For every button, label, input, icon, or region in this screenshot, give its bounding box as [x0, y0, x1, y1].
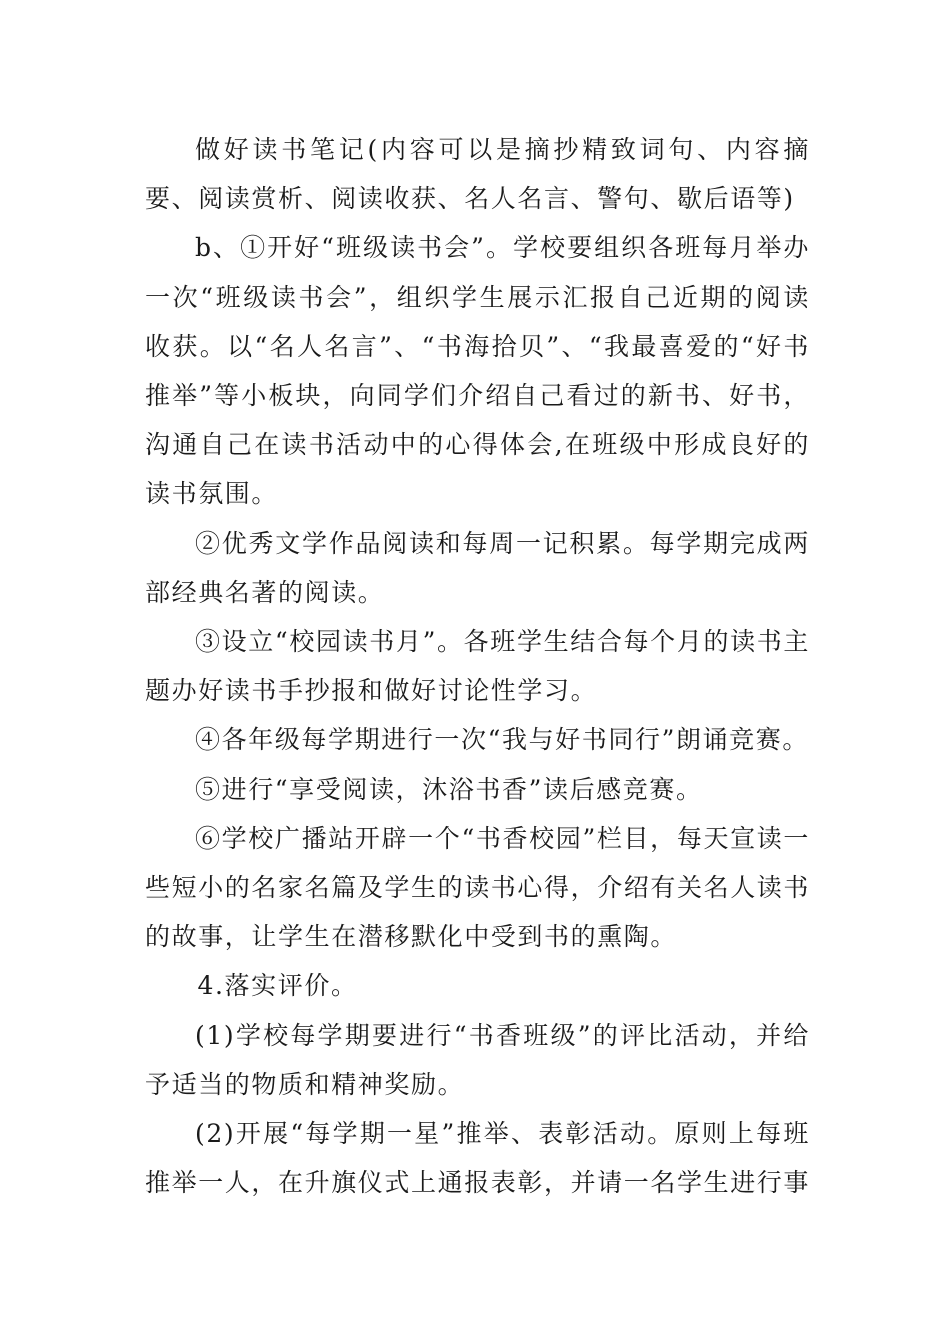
paragraph-star-recognition: (2)开展“每学期一星”推举、表彰活动。原则上每班推举一人，在升旗仪式上通报表彰，并请一名学生进行事: [145, 1119, 811, 1198]
paragraph-essay-contest: ⑤进行“享受阅读，沐浴书香”读后感竞赛。: [195, 774, 703, 804]
paragraph-class-evaluation: (1)学校每学期要进行“书香班级”的评比活动，并给予适当的物质和精神奖励。: [145, 1020, 810, 1099]
paragraph-class-reading-club: b、①开好“班级读书会”。学校要组织各班每月举办一次“班级读书会”，组织学生展示汇报自己近期的阅读收获。以“名人名言”、“书海拾贝”、“我最喜爱的“好书推举”等小板块，向同学们介绍自己看过的新书、好书，沟通自己在读书活动中的心得体会,在班级中形成良好的读书氛围。: [145, 233, 810, 509]
paragraph-reading-notes: 做好读书笔记(内容可以是摘抄精致词句、内容摘要、阅读赏析、阅读收获、名人名言、警句、歇后语等): [145, 135, 810, 214]
paragraph-literature-reading: ②优秀文学作品阅读和每周一记积累。每学期完成两部经典名著的阅读。: [145, 528, 810, 607]
section-heading-evaluation: 4.落实评价。: [197, 971, 358, 1001]
paragraph-reading-month: ③设立“校园读书月”。各班学生结合每个月的读书主题办好读书手抄报和做好讨论性学习。: [145, 627, 810, 706]
paragraph-recitation-contest: ④各年级每学期进行一次“我与好书同行”朗诵竞赛。: [195, 725, 809, 755]
document-body: [145, 125, 810, 1207]
paragraph-broadcast-column: ⑥学校广播站开辟一个“书香校园”栏目，每天宣读一些短小的名家名篇及学生的读书心得，介绍有关名人读书的故事，让学生在潜移默化中受到书的熏陶。: [145, 823, 811, 952]
